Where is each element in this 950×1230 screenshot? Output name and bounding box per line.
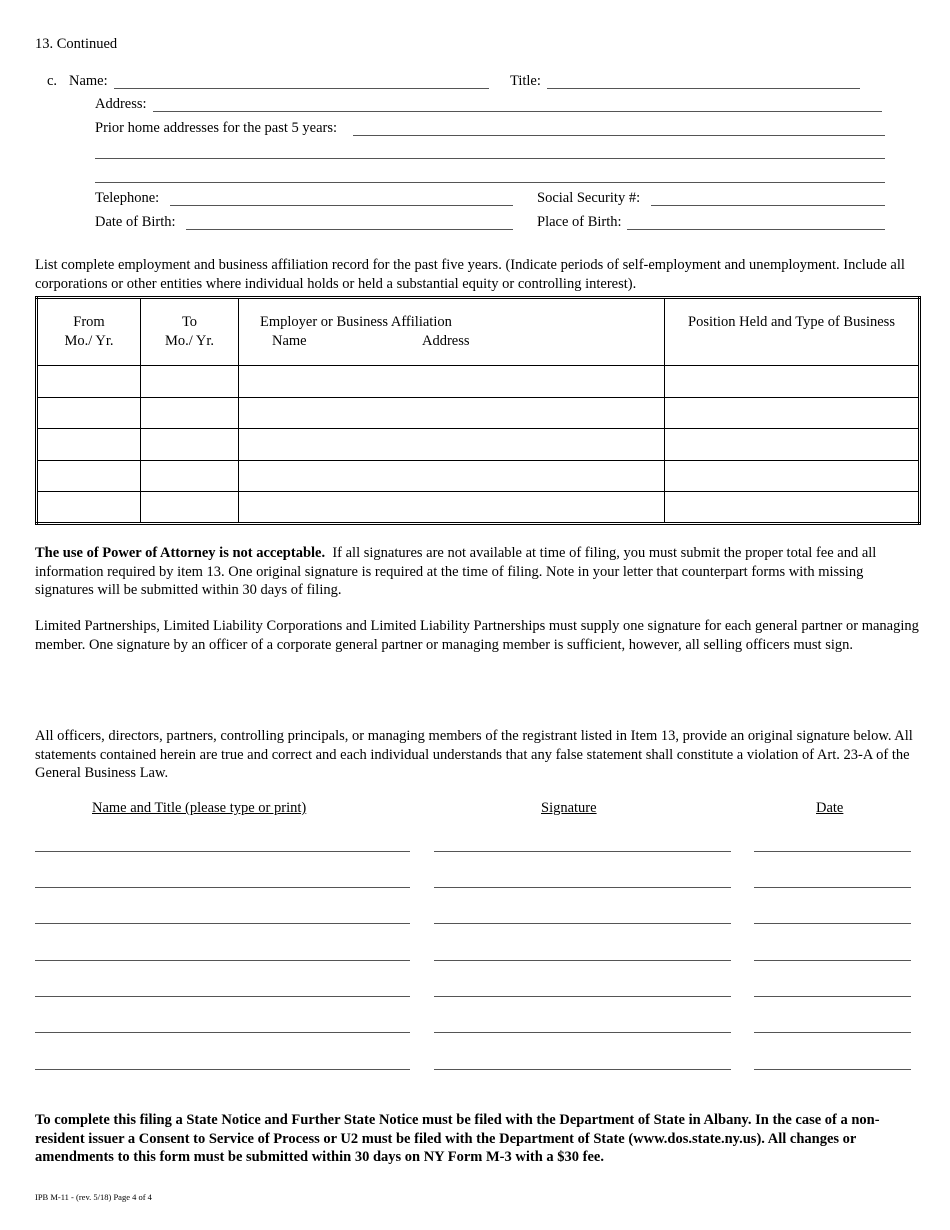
name-title-line[interactable] — [35, 851, 410, 852]
employer-cell[interactable] — [239, 429, 665, 461]
to-cell[interactable] — [141, 429, 239, 461]
employment-table — [35, 296, 921, 525]
power-of-attorney-paragraph — [35, 544, 925, 600]
position-cell[interactable] — [665, 460, 920, 492]
from-cell[interactable] — [37, 397, 141, 429]
date-header: Date — [816, 800, 844, 816]
to-cell[interactable] — [141, 492, 239, 524]
telephone-field[interactable] — [170, 205, 513, 206]
signature-line[interactable] — [434, 960, 731, 961]
section-title: 13. Continued — [35, 36, 118, 52]
prior-addresses-label: Prior home addresses for the past 5 years: — [95, 120, 338, 136]
employer-cell[interactable] — [239, 460, 665, 492]
employer-column-header — [239, 298, 665, 366]
to-column-header — [141, 298, 239, 366]
title-field[interactable] — [547, 88, 860, 89]
dob-label: Date of Birth: — [95, 214, 176, 230]
position-cell[interactable] — [665, 429, 920, 461]
signature-line[interactable] — [434, 996, 731, 997]
employer-header-line1: Employer or Business Affiliation — [260, 314, 452, 330]
date-line[interactable] — [754, 851, 911, 852]
date-line[interactable] — [754, 1032, 911, 1033]
closing-notice: To complete this filing a State Notice and Further State Notice must be filed with the Department of State in Albany. In the case of a non-resident issuer a Consent to Service of Process or U2 must be filed with the Department of State (www.dos.state.ny.us). All changes or amendments to this form must be submitted within 30 days on NY Form M-3 with a $30 fee. — [35, 1112, 880, 1165]
date-line[interactable] — [754, 1069, 911, 1070]
employer-cell[interactable] — [239, 366, 665, 398]
name-title-line[interactable] — [35, 1032, 410, 1033]
to-cell[interactable] — [141, 397, 239, 429]
to-header-line1: To — [181, 314, 198, 330]
table-row — [37, 460, 920, 492]
from-header-line2: Mo./ Yr. — [64, 333, 114, 349]
page-footer: IPB M-11 - (rev. 5/18) Page 4 of 4 — [35, 1192, 152, 1202]
employer-name-subheader: Name — [272, 333, 307, 349]
prior-addresses-field[interactable] — [353, 135, 885, 136]
name-field[interactable] — [114, 88, 489, 89]
date-line[interactable] — [754, 923, 911, 924]
name-title-line[interactable] — [35, 960, 410, 961]
from-cell[interactable] — [37, 366, 141, 398]
name-title-line[interactable] — [35, 1069, 410, 1070]
table-row — [37, 397, 920, 429]
position-header-text: Position Held and Type of Business — [688, 314, 895, 330]
ssn-label: Social Security #: — [537, 190, 641, 206]
table-row — [37, 429, 920, 461]
position-cell[interactable] — [665, 366, 920, 398]
from-cell[interactable] — [37, 460, 141, 492]
employment-instructions: List complete employment and business affiliation record for the past five years. (Indicate periods of self-employment and unemployment. Include all corporations or other entities where individual holds or held a substantial equity or controlling interest). — [35, 257, 905, 292]
position-cell[interactable] — [665, 397, 920, 429]
partnerships-paragraph: Limited Partnerships, Limited Liability Corporations and Limited Liability Partnerships must supply one signature for each general partner or managing member. One signature by an officer of a corporate general partner or managing member is sufficient, however, all selling officers must sign. — [35, 618, 919, 653]
signature-line[interactable] — [434, 1069, 731, 1070]
signature-line[interactable] — [434, 851, 731, 852]
date-line[interactable] — [754, 996, 911, 997]
prior-addresses-field-line-2[interactable] — [95, 158, 885, 159]
power-of-attorney-lead: The use of Power of Attorney is not acceptable. — [35, 545, 326, 561]
from-cell[interactable] — [37, 429, 141, 461]
from-cell[interactable] — [37, 492, 141, 524]
signature-line[interactable] — [434, 1032, 731, 1033]
employment-table-header — [37, 298, 920, 366]
name-label: Name: — [69, 73, 108, 89]
name-title-line[interactable] — [35, 887, 410, 888]
table-row — [37, 366, 920, 398]
table-row — [37, 492, 920, 524]
ssn-field[interactable] — [651, 205, 885, 206]
power-of-attorney-text: If all signatures are not available at time of filing, you must submit the proper total fee and all information required by item 13. One original signature is required at the time of filing. Note in your letter that counterpart forms with missing signatures will be submitted within 30 days of filing. — [35, 545, 877, 598]
prior-addresses-field-line-3[interactable] — [95, 182, 885, 183]
employer-header-subline — [260, 332, 664, 351]
dob-field[interactable] — [186, 229, 513, 230]
name-title-header: Name and Title (please type or print) — [92, 800, 307, 816]
from-header-line1: From — [73, 314, 105, 330]
employer-cell[interactable] — [239, 492, 665, 524]
title-label: Title: — [510, 73, 541, 89]
signature-header: Signature — [541, 800, 597, 816]
position-column-header — [665, 298, 920, 366]
item-letter: c. — [47, 73, 58, 89]
address-field[interactable] — [153, 111, 882, 112]
from-column-header — [37, 298, 141, 366]
employer-address-subheader: Address — [422, 333, 470, 349]
signature-line[interactable] — [434, 923, 731, 924]
pob-field[interactable] — [627, 229, 885, 230]
name-title-line[interactable] — [35, 923, 410, 924]
name-title-line[interactable] — [35, 996, 410, 997]
to-cell[interactable] — [141, 460, 239, 492]
officers-paragraph: All officers, directors, partners, controlling principals, or managing members of the registrant listed in Item 13, provide an original signature below. All statements contained herein are true and correct and each individual understands that any false statement shall constitute a violation of Art. 23-A of the General Business Law. — [35, 728, 913, 781]
to-header-line2: Mo./ Yr. — [164, 333, 214, 349]
pob-label: Place of Birth: — [537, 214, 622, 230]
employer-cell[interactable] — [239, 397, 665, 429]
date-line[interactable] — [754, 960, 911, 961]
signature-line[interactable] — [434, 887, 731, 888]
position-cell[interactable] — [665, 492, 920, 524]
to-cell[interactable] — [141, 366, 239, 398]
address-label: Address: — [95, 96, 147, 112]
date-line[interactable] — [754, 887, 911, 888]
telephone-label: Telephone: — [95, 190, 160, 206]
